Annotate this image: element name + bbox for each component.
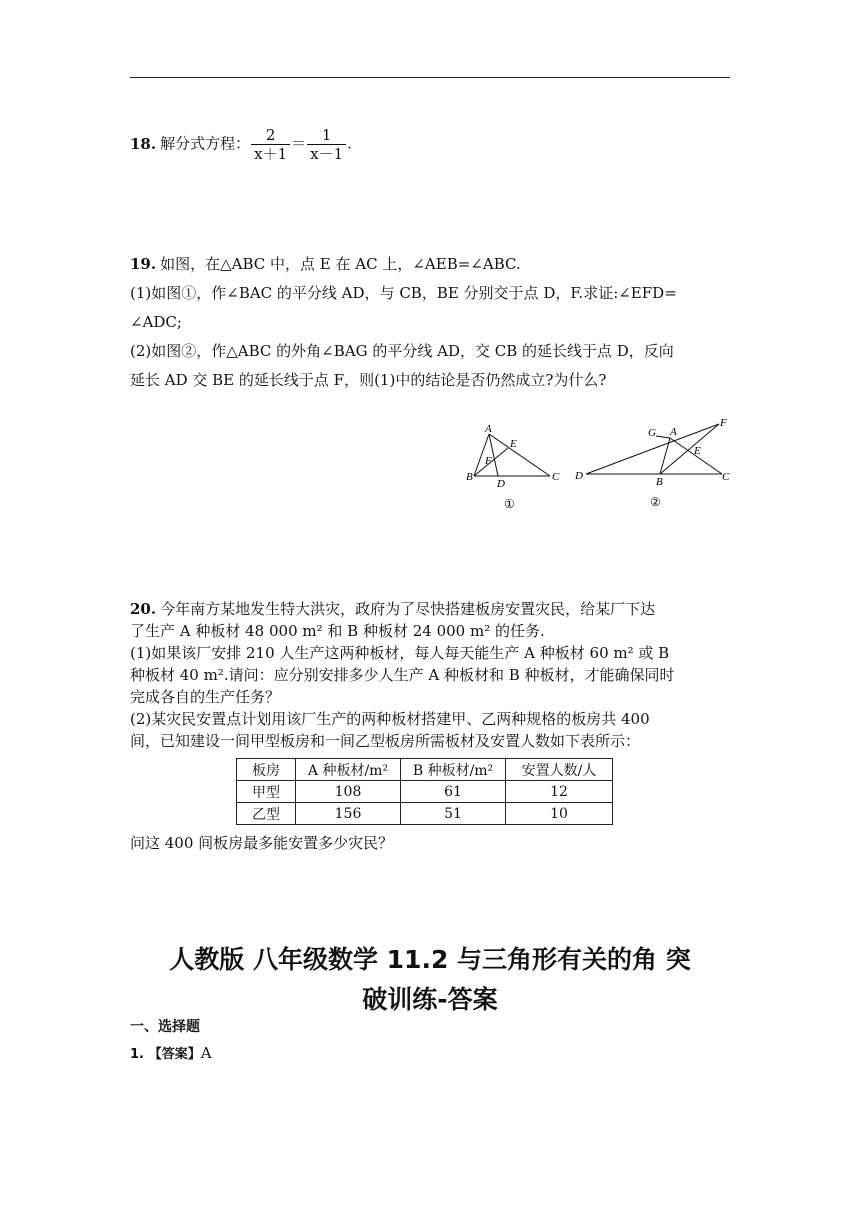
table-header-row [237, 759, 613, 781]
table-cell: 51 [401, 803, 506, 825]
question-18 [130, 126, 730, 163]
table-cell: 156 [296, 803, 401, 825]
answer-title-line-1: 人教版 八年级数学 11.2 与三角形有关的角 突 [169, 945, 691, 974]
table-cell: 甲型 [237, 781, 296, 803]
table-cell: 10 [506, 803, 613, 825]
figure-2 [572, 416, 740, 512]
stem-text: 如图，在△ABC 中，点 E 在 AC 上，∠AEB=∠ABC. [160, 255, 521, 273]
table-row [237, 781, 613, 803]
question-19 [130, 250, 730, 395]
question-stem [130, 250, 730, 279]
label-B: B [466, 471, 473, 483]
part-1-line-1: (1)如图①，作∠BAC 的平分线 AD，与 CB，BE 分别交于点 D，F.求证:∠EFD= [130, 284, 677, 302]
table-row [237, 803, 613, 825]
answer-1 [130, 1043, 212, 1062]
part-2-line-1: (2)如图②，作△ABC 的外角∠BAG 的平分线 AD，交 CB 的延长线于点 D，反向 [130, 342, 674, 360]
label-F: F [720, 417, 727, 429]
q20-line-1 [130, 598, 730, 620]
q20-final-question: 问这 400 间板房最多能安置多少灾民？ [130, 834, 394, 852]
label-A: A [485, 423, 492, 435]
fraction-left [251, 126, 290, 163]
table-header: B 种板材/m² [401, 759, 506, 781]
table-header: 安置人数/人 [506, 759, 613, 781]
figure-1 [462, 420, 572, 512]
label-G: G [648, 427, 656, 439]
table-cell: 乙型 [237, 803, 296, 825]
table-cell: 61 [401, 781, 506, 803]
table-header: A 种板材/m² [296, 759, 401, 781]
question-number: 18. [130, 134, 157, 153]
denominator: x－1 [310, 145, 344, 163]
header-rule [130, 77, 730, 78]
equals-sign: ＝ [291, 134, 307, 153]
table-cell: 12 [506, 781, 613, 803]
answer-value: A [200, 1044, 212, 1062]
q20-line-2: 了生产 A 种板材 48 000 m² 和 B 种板材 24 000 m² 的任务. [130, 622, 545, 640]
table-cell: 108 [296, 781, 401, 803]
label-B: B [656, 476, 663, 488]
numerator: 2 [251, 126, 290, 145]
question-number: 19. [130, 255, 157, 273]
numerator: 1 [307, 126, 346, 145]
q20-line-5: 完成各自的生产任务？ [130, 688, 281, 706]
label-F: F [485, 455, 492, 467]
q20-line-6: (2)某灾民安置点计划用该厂生产的两种板材搭建甲、乙两种规格的板房共 400 [130, 710, 650, 728]
label-D: D [497, 478, 505, 490]
label-C: C [722, 471, 730, 483]
label-C: C [552, 471, 560, 483]
answer-title [120, 940, 740, 1020]
question-20 [130, 598, 730, 752]
q20-text-1: 今年南方某地发生特大洪灾，政府为了尽快搭建板房安置灾民，给某厂下达 [160, 600, 656, 618]
label-E: E [510, 438, 517, 450]
period: . [347, 134, 352, 153]
section-heading: 一、选择题 [130, 1019, 200, 1035]
answer-number: 1. [130, 1047, 144, 1062]
q20-line-7: 间，已知建设一间甲型板房和一间乙型板房所需板材及安置人数如下表所示： [130, 732, 641, 750]
q20-line-3: (1)如果该厂安排 210 人生产这两种板材，每人每天能生产 A 种板材 60 m² 或 B [130, 644, 670, 662]
caption-1: ① [504, 497, 515, 511]
question-prompt: 解分式方程： [160, 134, 251, 153]
part-1-line-2: ∠ADC; [130, 313, 182, 331]
caption-2: ② [650, 495, 661, 509]
board-house-table [236, 758, 613, 825]
answer-tag: 【答案】 [148, 1047, 201, 1062]
question-number: 20. [130, 600, 157, 618]
denominator: x＋1 [254, 145, 288, 163]
q20-line-4: 种板材 40 m².请问：应分别安排多少人生产 A 种板材和 B 种板材，才能确保同时 [130, 666, 675, 684]
label-D: D [575, 470, 583, 482]
table-header: 板房 [237, 759, 296, 781]
fraction-right [307, 126, 346, 163]
label-A: A [670, 426, 677, 438]
answer-title-line-2: 破训练-答案 [362, 985, 498, 1014]
label-E: E [694, 445, 701, 457]
part-2-line-2: 延长 AD 交 BE 的延长线于点 F，则(1)中的结论是否仍然成立?为什么? [130, 371, 607, 389]
